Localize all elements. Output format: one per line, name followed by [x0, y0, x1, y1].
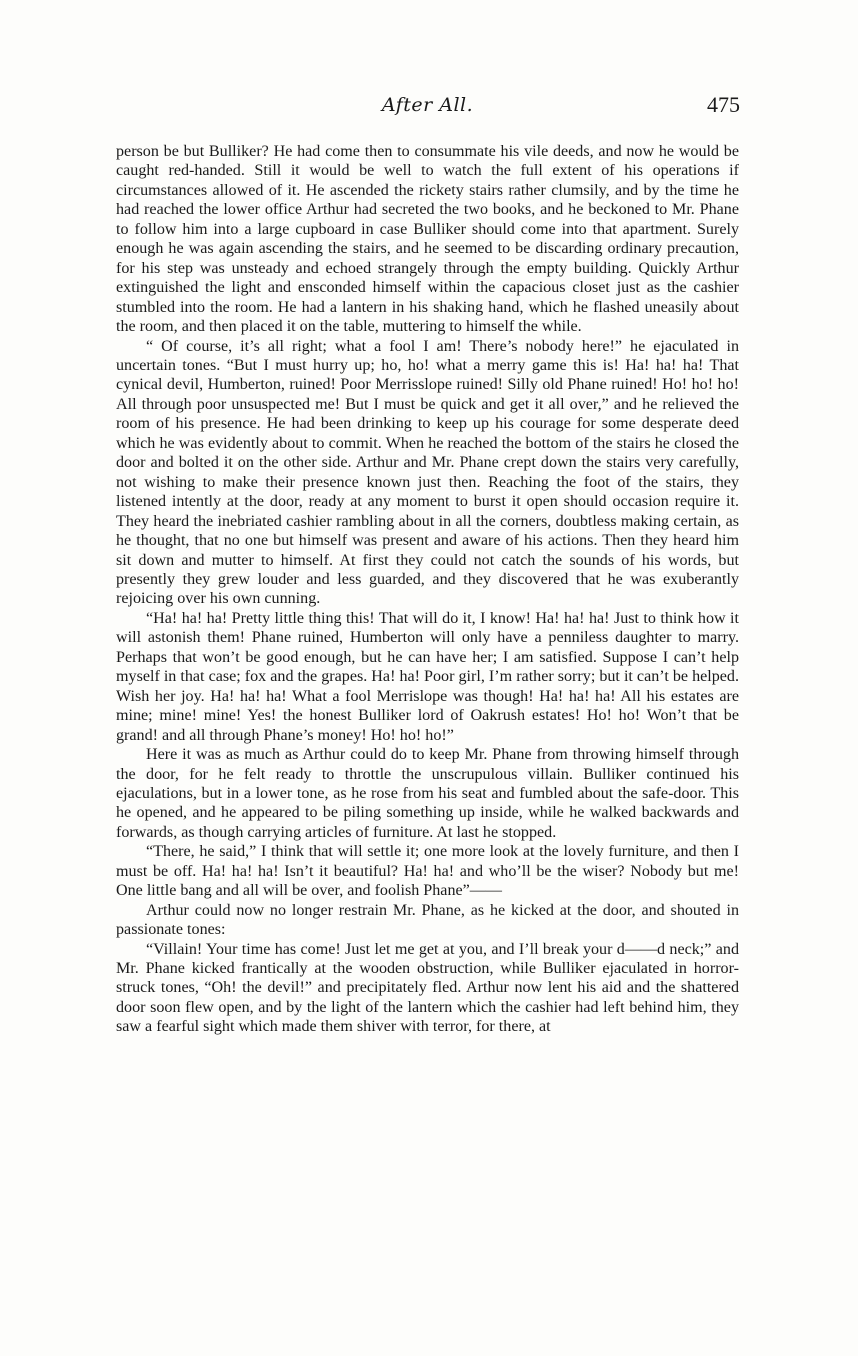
running-head	[115, 92, 740, 126]
paragraph: “There, he said,” I think that will settle it; one more look at the lovely furniture, and then I must be off. Ha! ha! ha! Isn’t it beautiful? Ha! ha! and who’ll be the wiser? Nobody but me! One little bang and all will be over, and foolish Phane”——	[116, 843, 739, 900]
paragraph: “ Of course, it’s all right; what a fool I am! There’s nobody here!” he ejaculated in uncertain tones. “But I must hurry up; ho, ho! what a merry game this is! Ha! ha! ha! That cynical devil, Humberton, ruined! Poor Merrisslope ruined! Silly old Phane ruined! Ho! ho! ho! All through poor unsuspected me! But I must be quick and get it all over,” and he relieved the room of his presence. He had been drinking to keep up his courage for some desperate deed which he was evidently about to commit. When he reached the bottom of the stairs he closed the door and bolted it on the other side. Arthur and Mr. Phane crept down the stairs very carefully, not wishing to make their presence known just then. Reaching the foot of the stairs, they listened intently at the door, ready at any moment to burst it open should occasion require it. They heard the inebriated cashier rambling about in all the corners, doubtless making certain, as he thought, that no one but himself was present and aware of his actions. Then they heard him sit down and mutter to himself. At first they could not catch the sounds of his words, but presently they grew louder and less guarded, and they discovered that he was exuberantly rejoicing over his own cunning.	[116, 337, 739, 608]
paragraph: person be but Bulliker? He had come then to consummate his vile deeds, and now he would be caught red-handed. Still it would be well to watch the full extent of his operations if circumstances allowed of it. He ascended the rickety stairs rather clumsily, and by the time he had reached the lower office Arthur had secreted the two books, and he beckoned to Mr. Phane to follow him into a large cupboard in case Bulliker should come into that apartment. Surely enough he was again ascending the stairs, and he seemed to be discarding ordinary precaution, for his step was unsteady and echoed strangely through the empty building. Quickly Arthur extinguished the light and ensconded himself within the capacious closet just as the cashier stumbled into the room. He had a lantern in his shaking hand, which he flashed uneasily about the room, and then placed it on the table, muttering to himself the while.	[116, 143, 739, 336]
running-title: After All.	[381, 94, 474, 116]
body-text	[116, 142, 739, 1037]
paragraph: Here it was as much as Arthur could do to keep Mr. Phane from throwing himself through the door, for he felt ready to throttle the unscrupulous villain. Bulliker continued his ejaculations, but in a lower tone, as he rose from his seat and fumbled about the safe-door. This he opened, and he appeared to be piling something up inside, while he walked backwards and forwards, as though carrying articles of furniture. At last he stopped.	[116, 746, 739, 841]
page-number: 475	[707, 92, 740, 117]
paragraph: “Ha! ha! ha! Pretty little thing this! That will do it, I know! Ha! ha! ha! Just to think how it will astonish them! Phane ruined, Humberton will only have a penniless daughter to marry. Perhaps that won’t be good enough, but he can have her; I am satisfied. Suppose I can’t help myself in that case; fox and the grapes. Ha! ha! Poor girl, I’m rather sorry; but it can’t be helped. Wish her joy. Ha! ha! ha! What a fool Merrislope was though! Ha! ha! ha! All his estates are mine; mine! mine! Yes! the honest Bulliker lord of Oakrush estates! Ho! ho! Won’t that be grand! and all through Phane’s money! Ho! ho! ho!”	[116, 609, 739, 744]
paragraph: “Villain! Your time has come! Just let me get at you, and I’ll break your d——d neck;” and Mr. Phane kicked frantically at the wooden obstruction, while Bulliker ejaculated in horror-struck tones, “Oh! the devil!” and precipitately fled. Arthur now lent his aid and the shattered door soon flew open, and by the light of the lantern which the cashier had left behind him, they saw a fearful sight which made them shiver with terror, for there, at	[116, 940, 739, 1036]
paragraph: Arthur could now no longer restrain Mr. Phane, as he kicked at the door, and shouted in passionate tones:	[116, 901, 739, 939]
